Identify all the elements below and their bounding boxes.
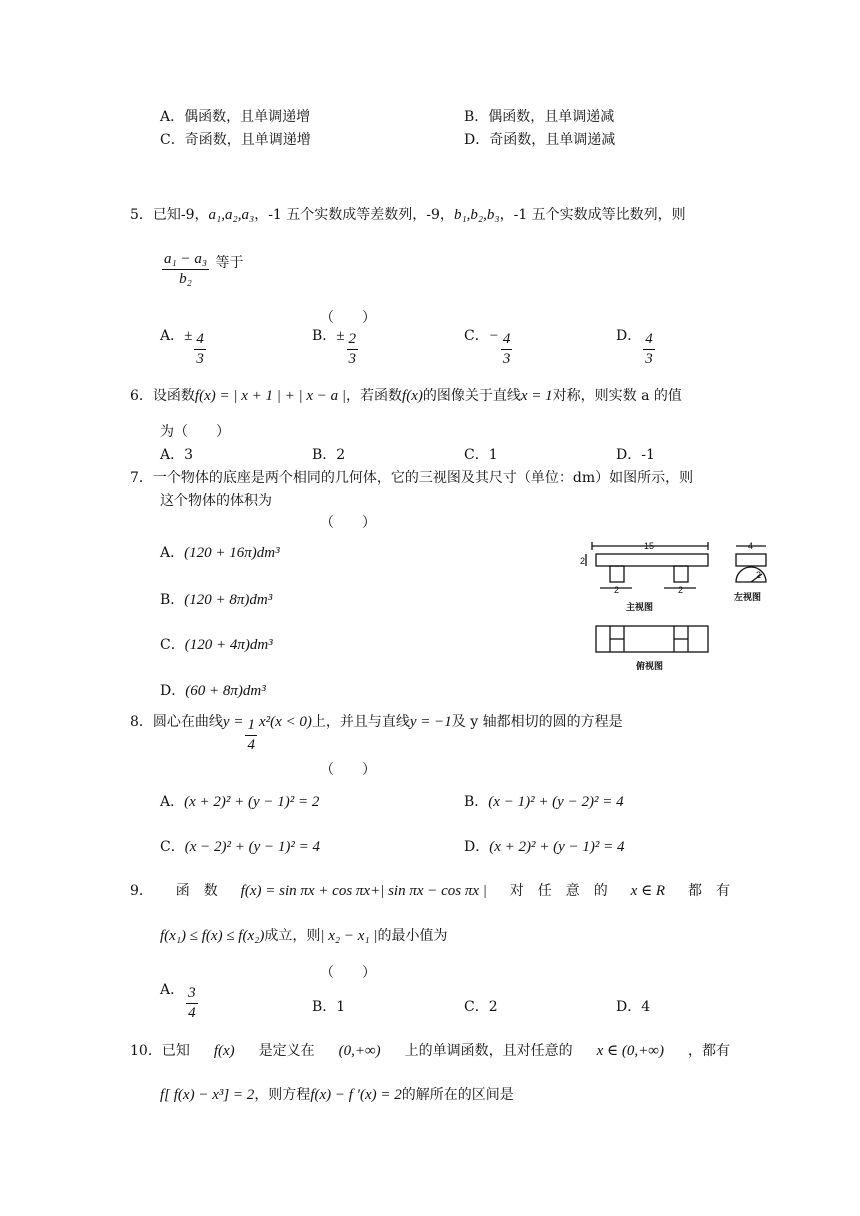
q8-answer-paren: （ ） [320, 762, 376, 778]
q6-stem-line2: 为（ ） [160, 424, 230, 440]
q7-stem: 7．一个物体的底座是两个相同的几何体，它的三视图及其尺寸（单位：dm）如图所示，则 [130, 470, 694, 486]
q5-answer-paren: （ ） [320, 310, 376, 326]
q8-option-d: D．(x + 2)² + (y − 1)² = 4 [464, 839, 625, 855]
dim-2-foot-a-label: 2 [614, 585, 620, 595]
left-view-drawing [736, 546, 766, 582]
q5-stem: 5．已知-9，a₁,a₂,a₃，-1 五个实数成等差数列，-9，b₁,b₂,b₃，-1 五个实数成等比数列，则 [130, 207, 686, 223]
q5-option-a: A．± $\frac{4}{3}$ [160, 327, 204, 367]
q4-option-c: C．奇函数，且单调递增 [160, 132, 311, 148]
dim-4-label: 4 [748, 541, 754, 551]
q8-option-a: A．(x + 2)² + (y − 1)² = 2 [160, 794, 320, 810]
q7-option-a: A．(120 + 16π)dm³ [160, 545, 280, 561]
dim-15-label: 15 [644, 541, 655, 551]
q5-fraction-line: $\frac{\text{a₁ − a₃}}{\text{b₂}}$ 等于 [164, 251, 244, 287]
dim-2-foot-b-label: 2 [678, 585, 684, 595]
q8-option-b: B．(x − 1)² + (y − 2)² = 4 [464, 794, 624, 810]
q7-option-c: C．(120 + 4π)dm³ [160, 637, 273, 653]
q6-stem: 6．设函数f(x) = | x + 1 | + | x − a |，若函数f(x)的图像关于直线x = 1对称，则实数 a 的值 [130, 388, 682, 404]
q6-option-c: C．1 [464, 447, 498, 463]
top-view-label: 俯视图 [636, 662, 664, 672]
q7-option-b: B．(120 + 8π)dm³ [160, 592, 273, 608]
q9-option-b: B．1 [312, 999, 346, 1015]
q5-option-c: C．− $\frac{4}{3}$ [464, 327, 511, 367]
q4-option-b: B．偶函数，且单调递减 [464, 109, 615, 125]
q7-answer-paren: （ ） [320, 515, 376, 531]
q10-stem: 10．已知 f(x) 是定义在 (0,+∞) 上的单调函数，且对任意的 x ∈ (0,+∞) ，都有 [130, 1043, 730, 1059]
left-view-label: 左视图 [734, 593, 762, 603]
q8-option-c: C．(x − 2)² + (y − 1)² = 4 [160, 839, 320, 855]
q10-stem-line2: f[ f(x) − x³] = 2，则方程f(x) − f ′(x) = 2的解所在的区间是 [160, 1087, 514, 1103]
q9-option-c: C．2 [464, 999, 498, 1015]
q5-fraction: $\frac{\text{a₁ − a₃}}{\text{b₂}}$ [164, 251, 208, 287]
q9-option-a: A． $\frac{3}{4}$ [160, 981, 196, 1021]
q4-option-d: D．奇函数，且单调递减 [464, 132, 616, 148]
top-view-drawing [596, 626, 708, 652]
q6-option-a: A．3 [160, 447, 194, 463]
q7-three-view-figure [580, 538, 780, 678]
front-view-label: 主视图 [626, 603, 654, 613]
q5-option-b: B．± $\frac{2}{3}$ [312, 327, 357, 367]
q9-stem: 9． 函 数 f(x) = sin πx + cos πx+| sin πx − cos πx | 对 任 意 的 x ∈ R 都 有 [130, 883, 730, 899]
dim-2-radius-label: 2 [756, 570, 762, 580]
q8-stem: 8．圆心在曲线y = $\frac{1}{4}$ x²(x < 0)上，并且与直线y = −1及 y 轴都相切的圆的方程是 [130, 713, 623, 753]
q9-answer-paren: （ ） [320, 965, 376, 981]
q6-option-b: B．2 [312, 447, 346, 463]
q9-option-d: D．4 [616, 999, 651, 1015]
q5-option-d: D． $\frac{4}{3}$ [616, 327, 653, 367]
q7-option-d: D．(60 + 8π)dm³ [160, 683, 266, 699]
dim-2-height-label: 2 [580, 556, 586, 566]
q7-stem-line2: 这个物体的体积为 [160, 493, 272, 509]
q9-stem-line2: f(x₁) ≤ f(x) ≤ f(x₂)成立，则| x₂ − x₁ |的最小值为 [160, 928, 448, 944]
q4-option-a: A．偶函数，且单调递增 [160, 109, 311, 125]
q6-option-d: D．-1 [616, 447, 655, 463]
